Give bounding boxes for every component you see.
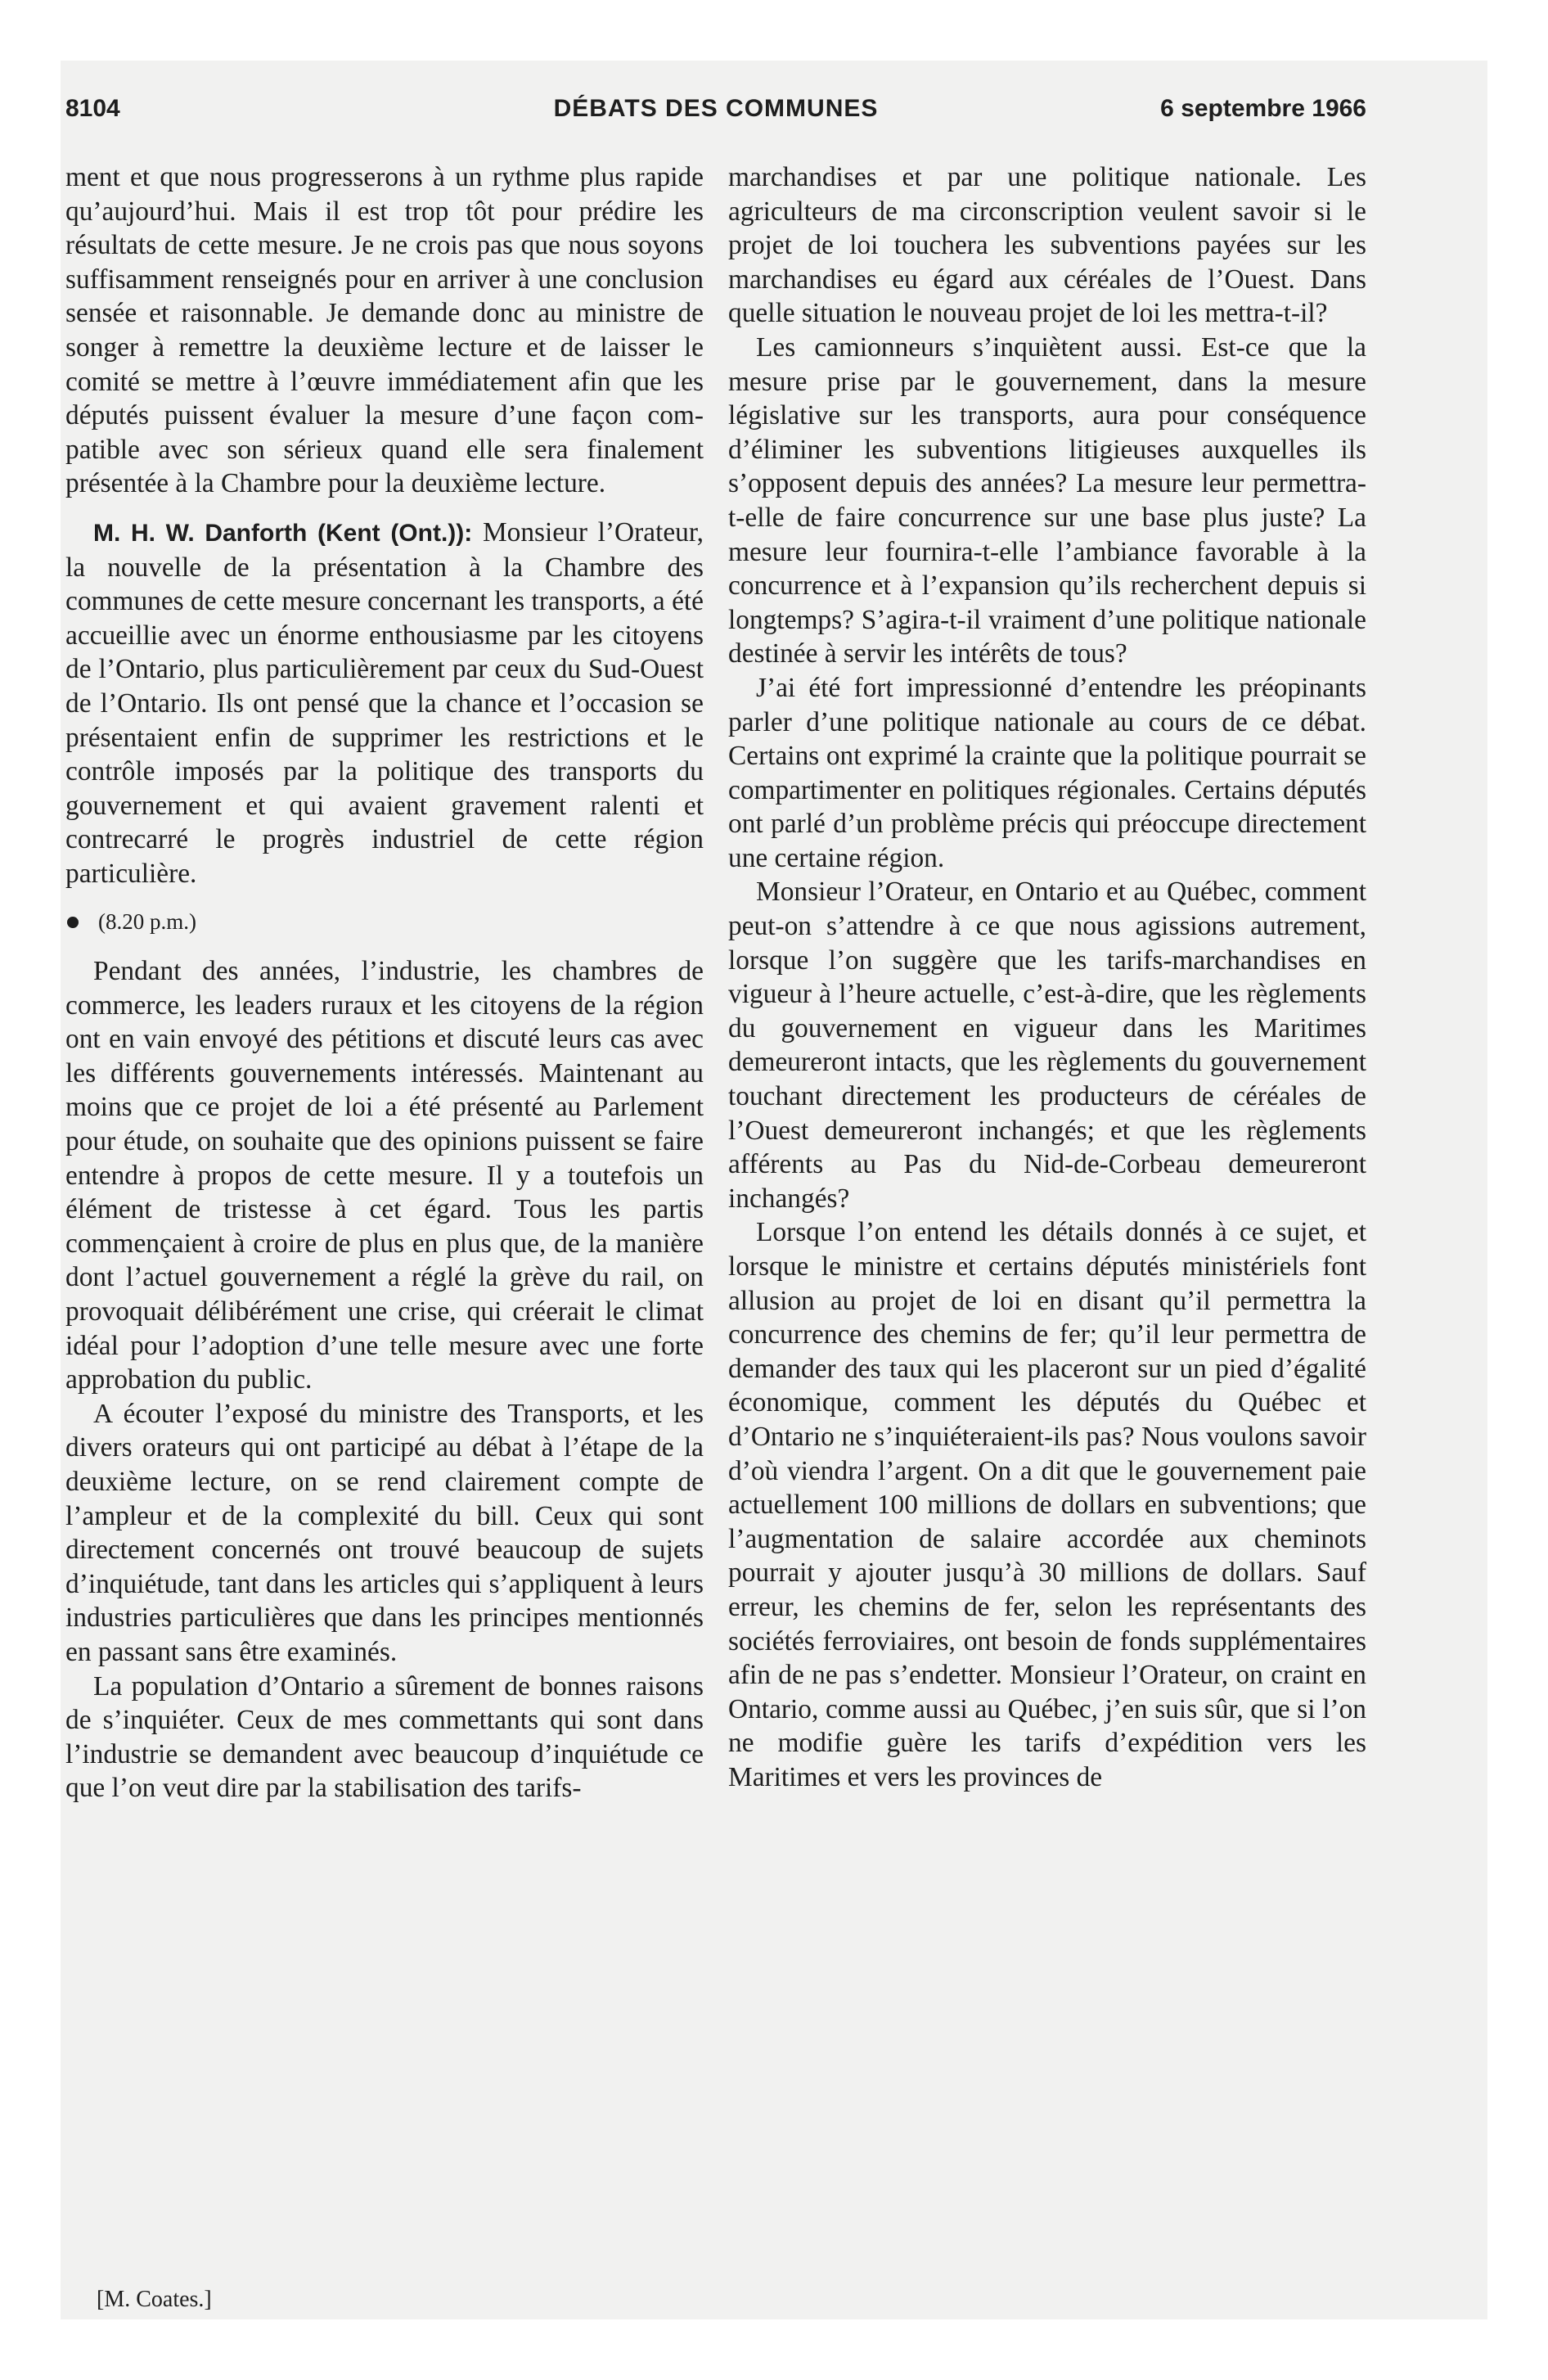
speaker-name: M. H. W. Danforth (Kent (Ont.)):	[93, 519, 473, 547]
timestamp-text: (8.20 p.m.)	[98, 909, 196, 935]
page-date: 6 septembre 1966	[1160, 95, 1366, 122]
timestamp	[65, 905, 704, 940]
paragraph: J’ai été fort impressionné d’entendre les préopinants parler d’une politique nationale au cours de ce débat. Certains ont exprimé la crainte que la politique pourrait se compartimenter en politiques régionales. Certains députés ont parlé d’un problème précis qui préoccupe directement une certaine région.	[728, 672, 1366, 873]
right-column	[728, 160, 1366, 1795]
footer-attribution: [M. Coates.]	[97, 2287, 212, 2312]
left-column	[65, 160, 704, 1805]
page-title: DÉBATS DES COMMUNES	[553, 95, 879, 122]
page-header	[65, 95, 1366, 128]
speech-text: Monsieur l’Orateur, la nouvelle de la présentation à la Chambre des communes de cette mesure concernant les transports, a été accueillie avec un énorme enthousiasme par les citoyens de l’Ontario, plus particulièrement par ceux du Sud-Ouest de l’Ontario. Ils ont pensé que la chance et l’occasion se présentaient enfin de supprimer les restrictions et le contrôle imposés par la politique des transports du gouvernement et qui avaient gravement ralenti et contrecarré le progrès industriel de cette région particulière.	[65, 516, 704, 889]
paragraph: ment et que nous progresserons à un rythme plus rapide qu’aujourd’hui. Mais il est trop tôt pour prédire les résultats de cette mesure. Je ne crois pas que nous soyons suffisamment renseignés pour en arriver à une conclusion sensée et raisonnable. Je demande donc au ministre de songer à remettre la deuxième lecture et de laisser le comité se mettre à l’œuvre immédiatement afin que les députés puissent évaluer la mesure d’une façon compatible avec son sérieux quand elle sera finalement présentée à la Chambre pour la deuxième lecture.	[65, 162, 704, 499]
bullet-icon	[67, 917, 79, 928]
speech-paragraph	[65, 516, 704, 891]
paragraph: marchandises et par une politique nationale. Les agriculteurs de ma circonscription veulent savoir si le projet de loi touchera les subventions payées sur les marchandises eu égard aux céréales de l’Ouest. Dans quelle situation le nouveau projet de loi les mettra-t-il?	[728, 162, 1366, 329]
paragraph: Pendant des années, l’industrie, les chambres de commerce, les leaders ruraux et les citoyens de la région ont en vain envoyé des pétitions et discuté leurs cas avec les différents gouvernements intéressés. Maintenant au moins que ce projet de loi a été présenté au Parlement pour étude, on souhaite que des opinions puissent se faire entendre à propos de cette mesure. Il y a toutefois un élément de tristesse à cet égard. Tous les partis commençaient à croire de plus en plus que, de la manière dont l’actuel gouvernement a réglé la grève du rail, on provoquait délibérément une crise, qui créerait le climat idéal pour l’adoption d’une telle mesure avec une forte approbation du public.	[65, 956, 704, 1395]
paragraph: La population d’Ontario a sûrement de bonnes raisons de s’inquiéter. Ceux de mes commettants qui sont dans l’industrie se demandent avec beaucoup d’inquiétude ce que l’on veut dire par la stabilisation des tarifs-	[65, 1670, 704, 1804]
paragraph: Lorsque l’on entend les détails donnés à ce sujet, et lorsque le ministre et certains députés ministériels font allusion au projet de loi en disant qu’il permettra la concurrence des chemins de fer; qu’il leur permettra de demander des taux qui les placeront sur un pied d’égalité économique, comment les députés du Québec et d’Ontario ne s’inquiéteraient-ils pas? Nous voulons savoir d’où viendra l’argent. On a dit que le gouvernement paie actuellement 100 millions de dollars en subventions; que l’augmentation de salaire accordée aux cheminots pourrait y ajouter jusqu’à 30 millions de dollars. Sauf erreur, les chemins de fer, selon les représentants des sociétés ferroviaires, ont besoin de fonds supplémentaires afin de ne pas s’endetter. Monsieur l’Orateur, on craint en Ontario, comme aussi au Québec, j’en suis sûr, que si l’on ne modifie guère les tarifs d’expédition vers les Maritimes et vers les provinces de	[728, 1217, 1366, 1792]
paragraph: Monsieur l’Orateur, en Ontario et au Québec, comment peut-on s’attendre à ce que nous agissions autrement, lorsque l’on suggère que les tarifs-marchandises en vigueur à l’heure actuelle, c’est-à-dire, que les règlements du gouvernement en vigueur dans les Maritimes demeureront intacts, que les règlements du gouvernement touchant directement les producteurs de céréales de l’Ouest demeureront inchangés; et que les règlements afférents au Pas du Nid-de-Corbeau demeureront inchangés?	[728, 877, 1366, 1214]
paragraph: A écouter l’exposé du ministre des Transports, et les divers orateurs qui ont participé au débat à l’étape de la deuxième lecture, on se rend clairement compte de l’ampleur et de la complexité du bill. Ceux qui sont directement concernés ont trouvé beaucoup de sujets d’inquiétude, tant dans les articles qui s’appliquent à leurs industries particulières que dans les principes mentionnés en passant sans être examinés.	[65, 1398, 704, 1667]
page-number: 8104	[65, 95, 120, 122]
paragraph: Les camionneurs s’inquiètent aussi. Est-ce que la mesure prise par le gouvernement, dans la mesure législative sur les transports, aura pour conséquence d’éliminer les subventions litigieuses auxquelles ils s’opposent depuis des années? La mesure leur permettra-t-elle de faire concurrence sur une base plus juste? La mesure leur fournira-t-elle l’ambiance favorable à la concurrence et à l’expansion qu’ils recherchent depuis si longtemps? S’agira-t-il vraiment d’une politique nationale destinée à servir les intérêts de tous?	[728, 331, 1366, 669]
